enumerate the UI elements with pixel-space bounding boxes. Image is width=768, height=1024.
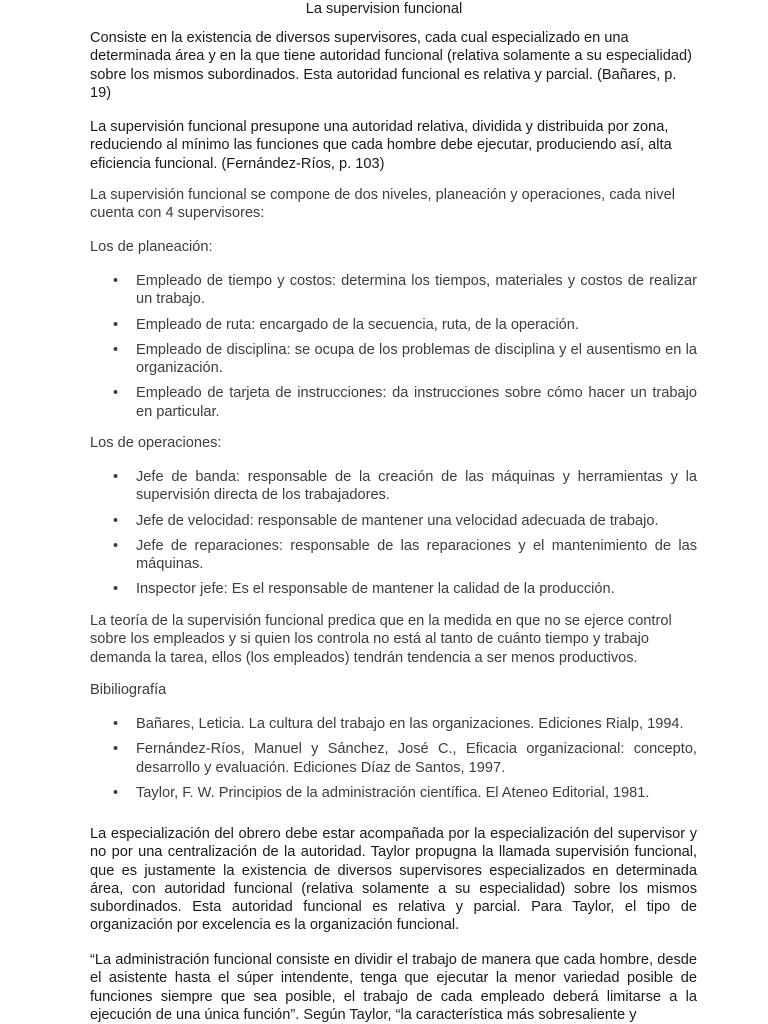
paragraph-niveles: La supervisión funcional se compone de dos niveles, planeación y operaciones, cada nivel cuenta con 4 supervisores: bbox=[90, 187, 675, 222]
list-item: • Jefe de reparaciones: responsable de las reparaciones y el mantenimiento de las máquinas. bbox=[90, 537, 697, 574]
paragraph-especializacion: La especialización del obrero debe estar acompañada por la especialización del supervisor y no por una centralización de la autoridad. Taylor propugna la llamada supervisión funcional, que es justamente la existencia de diversos supervisores especializados en determinada área, con autoridad funcional (relativa solamente a su especialidad) sobre los mismos subordinados. Esta autoridad funcional es relativa y parcial. Para Taylor, el tipo de organización por excelencia es la organización funcional. bbox=[90, 826, 697, 934]
page-title: La supervision funcional bbox=[305, 1, 463, 17]
list-item: • Empleado de tarjeta de instrucciones: da instrucciones sobre cómo hacer un trabajo en particular. bbox=[90, 384, 697, 421]
paragraph-autoridad: La supervisión funcional presupone una autoridad relativa, dividida y distribuida por zona, reduciendo al mínimo las funciones que cada hombre debe ejecutar, produciendo así, alta eficiencia funcional. (Fernández-Ríos, p. 103) bbox=[90, 119, 672, 172]
list-bibliografia bbox=[90, 715, 697, 809]
list-item: • Bañares, Leticia. La cultura del trabajo en las organizaciones. Ediciones Rialp, 1994. bbox=[90, 715, 697, 733]
list-planeacion bbox=[90, 272, 697, 428]
heading-bibliografia: Bibiliografía bbox=[90, 682, 167, 698]
list-item: • Empleado de ruta: encargado de la secuencia, ruta, de la operación. bbox=[90, 316, 697, 334]
paragraph-definition: Consiste en la existencia de diversos supervisores, cada cual especializado en una determinada área y en la que tiene autoridad funcional (relativa solamente a su especialidad) sobre los mismos subordinados. Esta autoridad funcional es relativa y parcial. (Bañares, p. 19) bbox=[90, 30, 692, 101]
list-item: • Jefe de velocidad: responsable de mantener una velocidad adecuada de trabajo. bbox=[90, 512, 697, 530]
heading-operaciones: Los de operaciones: bbox=[90, 435, 222, 451]
paragraph-teoria: La teoría de la supervisión funcional predica que en la medida en que no se ejerce control sobre los empleados y si quien los controla no está al tanto de cuánto tiempo y trabajo demanda la tarea, ellos (los empleados) tendrán tendencia a ser menos productivos. bbox=[90, 613, 672, 666]
list-item: • Empleado de disciplina: se ocupa de los problemas de disciplina y el ausentismo en la organización. bbox=[90, 341, 697, 378]
list-item: • Taylor, F. W. Principios de la administración científica. El Ateneo Editorial, 1981. bbox=[90, 784, 697, 802]
list-item: • Fernández-Ríos, Manuel y Sánchez, José C., Eficacia organizacional: concepto, desarrollo y evaluación. Ediciones Díaz de Santos, 1997. bbox=[90, 740, 697, 777]
list-operaciones bbox=[90, 468, 697, 606]
list-item: • Empleado de tiempo y costos: determina los tiempos, materiales y costos de realizar un trabajo. bbox=[90, 272, 697, 309]
heading-planeacion: Los de planeación: bbox=[90, 239, 213, 255]
list-item: • Inspector jefe: Es el responsable de mantener la calidad de la producción. bbox=[90, 580, 697, 598]
list-item: • Jefe de banda: responsable de la creación de las máquinas y herramientas y la supervisión directa de los trabajadores. bbox=[90, 468, 697, 505]
paragraph-cita-taylor: “La administración funcional consiste en dividir el trabajo de manera que cada hombre, desde el asistente hasta el súper intendente, tenga que ejecutar la menor variedad posible de funciones siempre que sea posible, el trabajo de cada empleado deberá limitarse a la ejecución de una única función”. Según Taylor, “la característica más sobresaliente y bbox=[90, 952, 697, 1023]
